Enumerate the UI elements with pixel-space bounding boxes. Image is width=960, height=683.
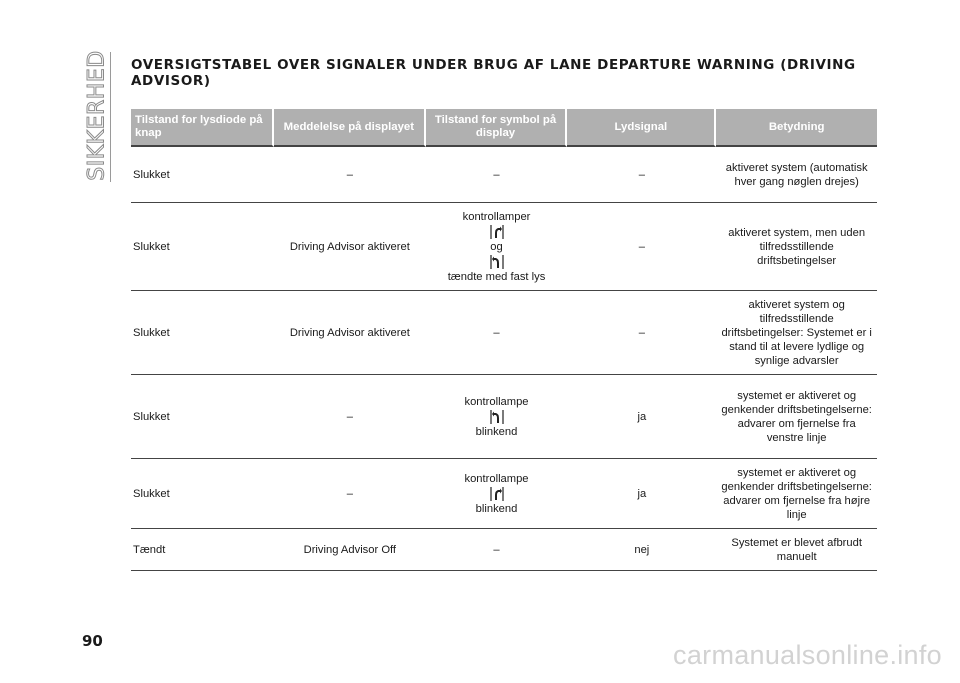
header-symbol-state: Tilstand for symbol på display [426,109,568,147]
symbol-text-bottom: blinkend [475,502,518,515]
cell-meaning: aktiveret system (automatisk hver gang nøglen drejes) [716,147,877,203]
cell-led-state: Slukket [131,291,274,375]
cell-meaning: systemet er aktiveret og genkender driftsbetingelserne: advarer om fjernelse fra højre linje [716,459,877,529]
cell-symbol-state: – [426,147,568,203]
table-row [131,147,877,203]
symbol-text-bottom: blinkend [475,425,518,438]
cell-sound-signal: – [567,291,716,375]
cell-sound-signal: ja [567,459,716,529]
table-row [131,291,877,375]
cell-meaning: aktiveret system, men uden tilfredsstillende driftsbetingelser [716,203,877,291]
lane-departure-left-icon [488,254,506,270]
cell-sound-signal: nej [567,529,716,571]
cell-symbol-state [426,459,568,529]
cell-symbol-state: – [426,529,568,571]
header-led-state: Tilstand for lysdiode på knap [131,109,274,147]
page-title: OVERSIGTSTABEL OVER SIGNALER UNDER BRUG AF LANE DEPARTURE WARNING (DRIVING ADVISOR) [131,57,856,89]
cell-led-state: Slukket [131,203,274,291]
symbol-text-top: kontrollampe [464,472,529,485]
cell-sound-signal: – [567,147,716,203]
cell-display-message: Driving Advisor aktiveret [274,203,426,291]
lane-departure-right-icon [488,486,506,502]
cell-sound-signal: – [567,203,716,291]
cell-meaning: systemet er aktiveret og genkender driftsbetingelserne: advarer om fjernelse fra venstre linje [716,375,877,459]
cell-symbol-state [426,375,568,459]
lane-departure-right-icon [488,224,506,240]
cell-display-message: Driving Advisor Off [274,529,426,571]
symbol-text-top: kontrollampe [464,395,529,408]
cell-meaning: Systemet er blevet afbrudt manuelt [716,529,877,571]
lane-departure-left-icon [488,409,506,425]
header-meaning: Betydning [716,109,877,147]
cell-led-state: Slukket [131,375,274,459]
section-label [82,50,112,180]
symbol-text-top: kontrollamper [462,210,531,223]
cell-display-message: – [274,375,426,459]
page-number: 90 [82,632,103,650]
cell-symbol-state: – [426,291,568,375]
symbol-text-mid: og [490,240,503,253]
section-divider [110,52,111,182]
table-row [131,375,877,459]
watermark: carmanualsonline.info [673,640,942,670]
table-row [131,203,877,291]
signals-table [131,109,877,571]
cell-display-message: – [274,147,426,203]
cell-display-message: – [274,459,426,529]
table-row [131,459,877,529]
cell-meaning: aktiveret system og tilfredsstillende driftsbetingelser: Systemet er i stand til at levere lydlige og synlige advarsler [716,291,877,375]
cell-led-state: Slukket [131,459,274,529]
cell-symbol-state [426,203,568,291]
header-display-message: Meddelelse på displayet [274,109,426,147]
cell-led-state: Slukket [131,147,274,203]
cell-display-message: Driving Advisor aktiveret [274,291,426,375]
symbol-text-bottom: tændte med fast lys [447,270,546,283]
section-label-text: SIKKERHED [84,49,110,181]
cell-led-state: Tændt [131,529,274,571]
table-row [131,529,877,571]
table-header-row [131,109,877,147]
cell-sound-signal: ja [567,375,716,459]
header-sound-signal: Lydsignal [567,109,716,147]
